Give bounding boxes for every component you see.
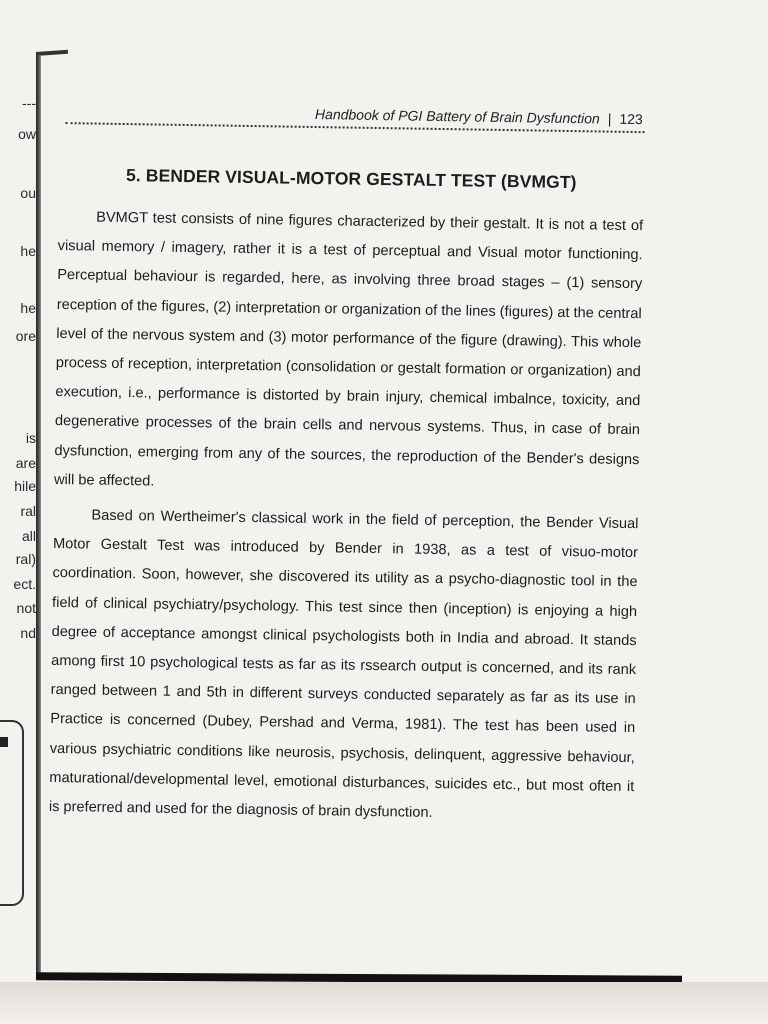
facing-page-text: hile xyxy=(14,478,36,494)
facing-page-box-mark xyxy=(0,737,8,747)
book-page xyxy=(49,100,645,837)
facing-page-text: ect. xyxy=(13,576,36,592)
running-title: Handbook of PGI Battery of Brain Dysfunction xyxy=(314,106,600,127)
facing-page-text: ore xyxy=(15,328,36,344)
chapter-title: 5. BENDER VISUAL-MOTOR GESTALT TEST (BVMGT) xyxy=(125,165,577,193)
page-bottom-shadow xyxy=(0,982,768,1024)
page-number: 123 xyxy=(619,110,643,128)
facing-page-text: ow xyxy=(18,126,36,142)
body-paragraph: BVMGT test consists of nine figures characterized by their gestalt. It is not a test of visual memory / imagery, rather it is a test of perceptual and Visual motor functioning. Perceptual behaviour is regarded, here, as involving three broad stages – (1) sensory reception of the figures, (2) interpretation or organization of the lines (figures) at the central level of the nervous system and (3) motor performance of the figure (drawing). This whole process of reception, interpretation (consolidation or gestalt formation or organization) and execution, i.e., performance is distorted by brain injury, chemical imbalnce, toxicity, and degenerative processes of the brain cells and nervous systems. Thus, in case of brain dysfunction, emerging from any of the sources, the reproduction of the Bender's designs will be affected. xyxy=(53,209,644,490)
facing-page-text: is xyxy=(25,430,36,446)
facing-page-text: ou xyxy=(20,185,36,201)
facing-page-text: he xyxy=(20,243,36,259)
facing-page-text: ral xyxy=(20,503,36,519)
header-separator: | xyxy=(607,110,612,127)
facing-page-box xyxy=(0,720,24,906)
facing-page-text: nd xyxy=(20,625,36,641)
body-paragraph: Based on Wertheimer's classical work in the field of perception, the Bender Visual Motor Gestalt Test was introduced by Bender in 1938, as a test of visuo-motor coordination. Soon, however, she discovered its utility as a psycho-diagnostic tool in the field of clinical psychiatry/psychology. This test since then (inception) is enjoying a high degree of acceptance amongst clinical psychologists both in India and abroad. It stands among first 10 psychological tests as far as its rssearch output is concerned, and its rank ranged between 1 and 5th in different surveys conducted separately as far as its use in Practice is concerned (Dubey, Pershad and Verma, 1981). The test has been used in various psychiatric conditions like neurosis, psychosis, delinquent, aggressive behaviour, maturational/developmental level, emotional disturbances, suicides etc., but most often it is preferred and used for the diagnosis of brain dysfunction. xyxy=(48,507,639,822)
facing-page-rule: --- xyxy=(22,95,36,111)
facing-page-text: all xyxy=(21,528,36,544)
facing-page-text: he xyxy=(20,300,36,316)
facing-page-text: ral) xyxy=(15,551,36,567)
book-spine xyxy=(36,55,41,980)
facing-page-text: are xyxy=(15,455,36,471)
facing-page-text: not xyxy=(16,600,36,616)
